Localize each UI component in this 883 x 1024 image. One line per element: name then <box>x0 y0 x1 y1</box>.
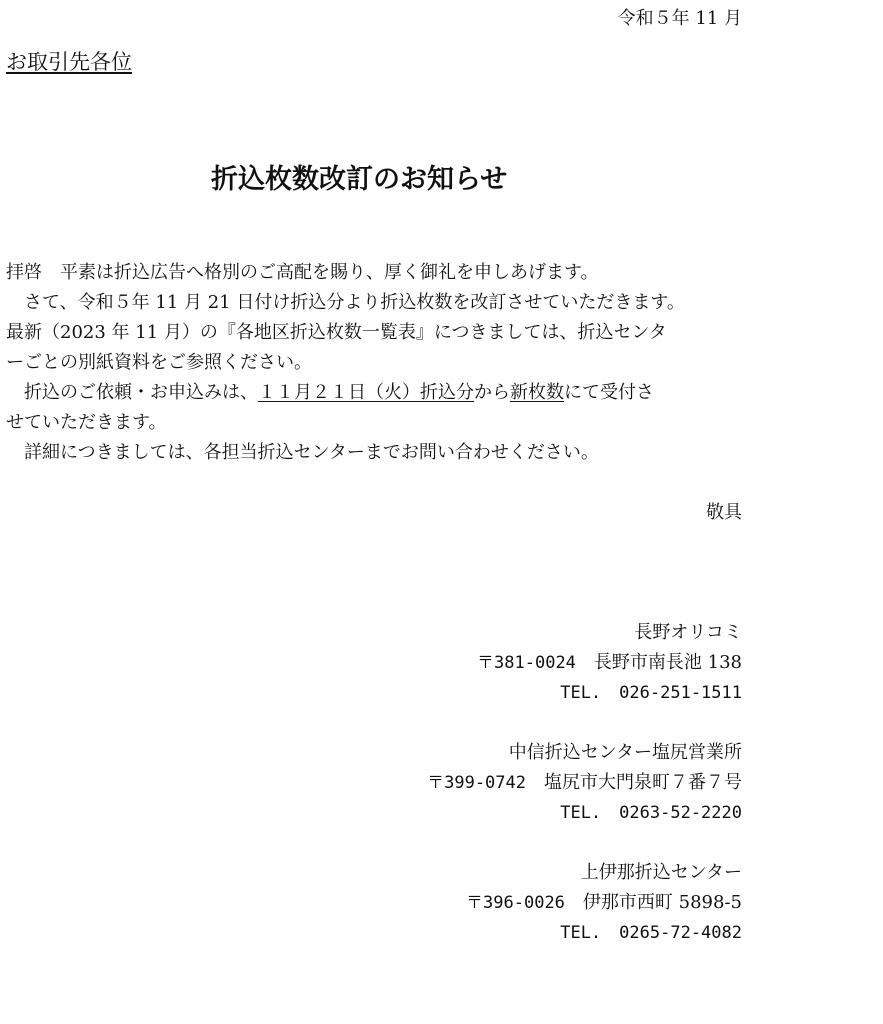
street-address: 塩尻市大門泉町７番７号 <box>544 772 742 793</box>
body-line-5-suffix: にて受付さ <box>564 382 654 403</box>
tel-label: TEL. <box>560 803 602 823</box>
document-title: 折込枚数改訂のお知らせ <box>211 164 508 195</box>
sender-tel-line <box>477 678 742 708</box>
sender-tel-line <box>466 918 742 948</box>
body-line-3: 最新（2023 年 11 月）の『各地区折込枚数一覧表』につきましては、折込センタ <box>6 322 667 343</box>
sender-block-nagano <box>477 618 742 708</box>
postal-code: 〒399-0742 <box>427 773 526 793</box>
body-line-2: さて、令和５年 11 月 21 日付け折込分より折込枚数を改訂させていただきます。 <box>6 292 685 313</box>
sender-name: 上伊那折込センター <box>580 862 742 883</box>
body-line-greeting: 拝啓 平素は折込広告へ格別のご高配を賜り、厚く御礼を申しあげます。 <box>6 262 599 283</box>
underlined-date-text: １１月２１日（火）折込分 <box>258 382 474 403</box>
street-address: 長野市南長池 138 <box>593 652 742 673</box>
tel-label: TEL. <box>560 923 602 943</box>
sender-block-chushin <box>427 738 742 828</box>
tel-number: 0265-72-4082 <box>619 923 742 943</box>
tel-number: 0263-52-2220 <box>619 803 742 823</box>
body-line-5 <box>6 378 750 408</box>
body-line-5-prefix: 折込のご依頼・お申込みは、 <box>6 382 258 403</box>
document-date: 令和５年 11 月 <box>617 8 742 29</box>
postal-code: 〒381-0024 <box>477 653 576 673</box>
tel-label: TEL. <box>560 683 602 703</box>
body-line-6: せていただきます。 <box>6 412 167 433</box>
addressee: お取引先各位 <box>6 50 132 74</box>
body-line-4: ーごとの別紙資料をご参照ください。 <box>6 352 312 373</box>
sender-block-kamiina <box>466 858 742 948</box>
sender-address-line <box>477 648 742 678</box>
sender-name: 中信折込センター塩尻営業所 <box>508 742 742 763</box>
sender-name: 長野オリコミ <box>634 622 742 643</box>
closing-word: 敬具 <box>706 502 742 523</box>
sender-tel-line <box>427 798 742 828</box>
body-line-7: 詳細につきましては、各担当折込センターまでお問い合わせください。 <box>6 442 599 463</box>
underlined-new-count-text: 新枚数 <box>510 382 564 403</box>
body-line-5-middle: から <box>474 382 510 403</box>
letter-body <box>6 258 750 468</box>
tel-number: 026-251-1511 <box>619 683 742 703</box>
sender-address-line <box>427 768 742 798</box>
postal-code: 〒396-0026 <box>466 893 565 913</box>
sender-address-line <box>466 888 742 918</box>
street-address: 伊那市西町 5898-5 <box>582 892 742 913</box>
